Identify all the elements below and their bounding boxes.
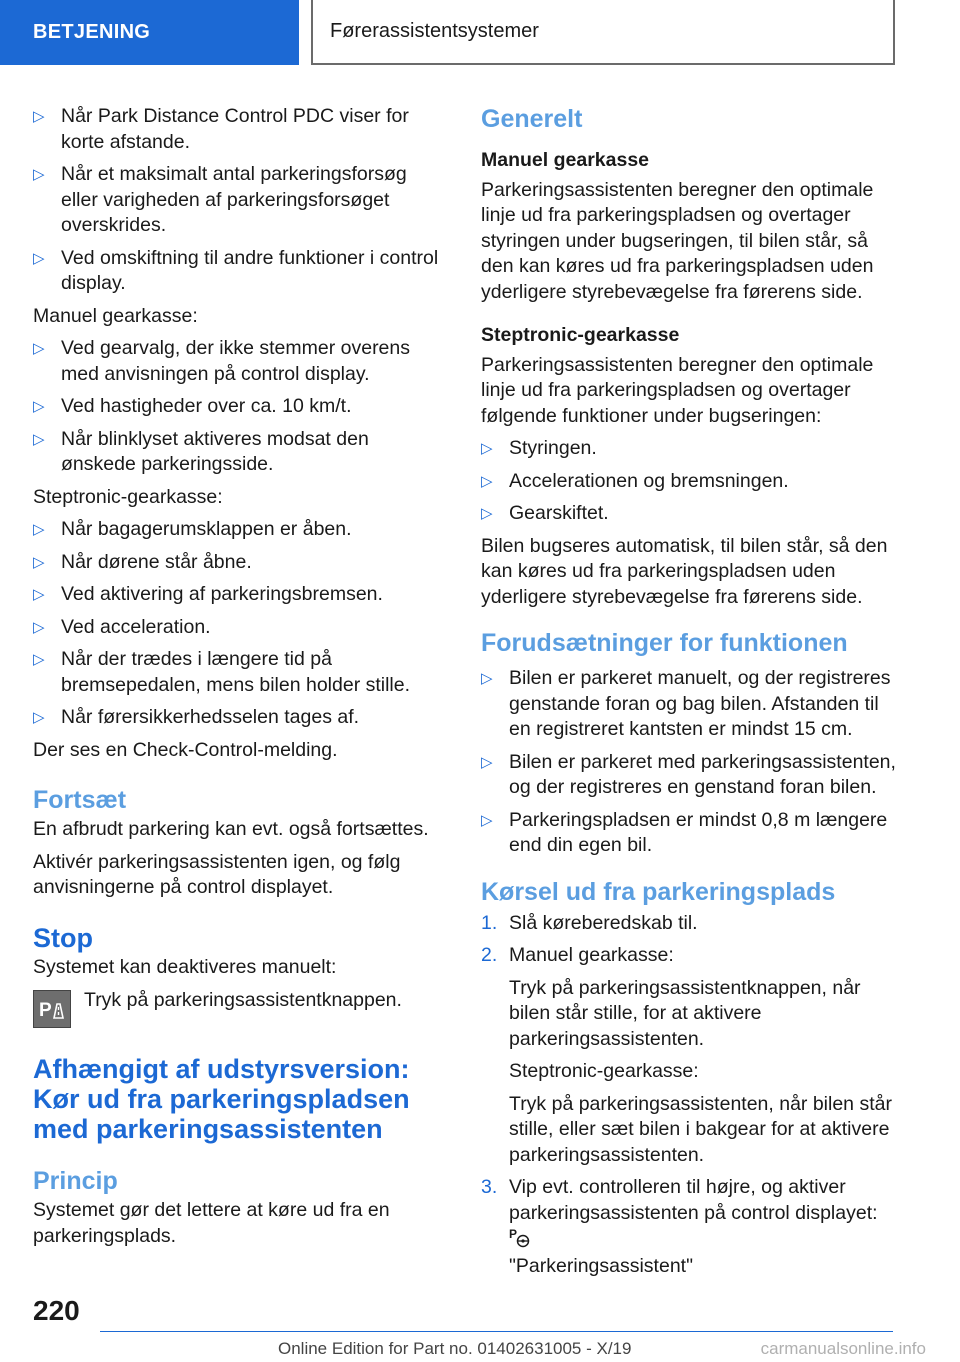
fortsaet-text-2: Aktivér parkeringsassistenten igen, og følg anvisningerne på control displayet.: [33, 850, 401, 898]
stop-button-text: Tryk på parkeringsassistentknappen.: [84, 989, 402, 1011]
bullet-icon: ▷: [481, 753, 493, 771]
steptronic-text: Parkeringsassistenten beregner den optimale linje ud fra parkeringspladsen og overtager følgende funktioner under bugseringen:: [481, 353, 874, 427]
list-item: ▷ Når førersikkerhedsselen tages af.: [33, 705, 448, 731]
bullet-icon: ▷: [33, 709, 45, 726]
chapter-title: Førerassistentsystemer: [330, 19, 539, 42]
list-item: ▷ Når der trædes i længere tid på bremsepedalen, mens bilen holder stille.: [33, 648, 411, 696]
bullet-icon: ▷: [33, 618, 45, 636]
parking-assistant-button-icon: [33, 990, 71, 1028]
list-item: ▷ Når dørene står åbne.: [33, 550, 448, 576]
list-item: ▷ Ved acceleration.: [33, 615, 448, 641]
list-item: ▷ Ved omskiftning til andre funktioner i control display.: [33, 246, 439, 294]
generelt-heading: Generelt: [481, 105, 583, 133]
bullet-icon: ▷: [481, 505, 493, 522]
list-item: ▷ Når bagagerumsklappen er åben.: [33, 517, 448, 543]
parking-assistant-icon: [509, 1226, 531, 1248]
steptronic-label: Steptronic-gearkasse:: [33, 485, 223, 508]
list-item: ▷ Bilen er parkeret manuelt, og der registreres genstande foran og bag bilen. Afstanden til en registreret kantsten er mindst 15 cm.: [481, 667, 891, 740]
bugseres-text: Bilen bugseres automatisk, til bilen står, så den kan køres ud fra parkeringspladsen uden yderligere styrebevægelse fra førerens side.: [481, 534, 888, 608]
left-column: [33, 104, 448, 1256]
fortsaet-text: En afbrudt parkering kan evt. også fortsættes.: [33, 818, 429, 840]
footer-divider: [100, 1331, 893, 1332]
section-tab: [0, 0, 299, 65]
bullet-icon: ▷: [481, 811, 493, 829]
list-item: ▷ Gearskiftet.: [481, 501, 896, 527]
watermark: carmanualsonline.info: [760, 1339, 926, 1358]
step-number: 3.: [481, 1176, 498, 1198]
check-control-text: Der ses en Check-Control-melding.: [33, 738, 338, 761]
manual-text: Parkeringsassistenten beregner den optimale linje ud fra parkeringspladsen og overtager styringen under bugseringen, til bilen står, så den kan køres ud fra parkeringspladsen uden yderligere styrebevægelse fra førerens side.: [481, 178, 874, 303]
bullet-icon: ▷: [33, 553, 45, 571]
manual-heading: Manuel gearkasse: [481, 149, 650, 171]
right-column: [481, 104, 896, 1286]
step-number: 2.: [481, 944, 498, 966]
chapter-tab: [311, 0, 895, 65]
forudsaet-heading: Forudsætninger for funktionen: [481, 629, 848, 657]
bullet-icon: ▷: [33, 398, 45, 415]
list-item: ▷ Styringen.: [481, 436, 896, 462]
bullet-icon: ▷: [481, 472, 493, 490]
princip-heading: Princip: [33, 1167, 118, 1195]
princip-text: Systemet gør det lettere at køre ud fra en parkeringsplads.: [33, 1199, 390, 1247]
list-item: ▷ Når Park Distance Control PDC viser for korte afstande.: [33, 105, 409, 153]
bullet-icon: ▷: [33, 430, 45, 448]
page-number: 220: [33, 1295, 80, 1326]
stop-instruction: [33, 988, 448, 1032]
svg-text:P: P: [509, 1227, 518, 1241]
fortsaet-heading: Fortsæt: [33, 786, 127, 814]
list-item: ▷ Accelerationen og bremsningen.: [481, 469, 896, 495]
bullet-icon: ▷: [33, 166, 45, 183]
list-item: ▷ Når blinklyset aktiveres modsat den ønskede parkeringsside.: [33, 427, 369, 475]
steptronic-heading: Steptronic-gearkasse: [481, 324, 680, 346]
bullet-icon: ▷: [33, 249, 45, 267]
svg-text:P: P: [39, 1000, 52, 1021]
step-item: 1. Slå køreberedskab til.: [481, 911, 896, 937]
list-item: ▷ Ved hastigheder over ca. 10 km/t.: [33, 394, 448, 420]
bullet-icon: ▷: [33, 586, 45, 603]
list-item: ▷ Bilen er parkeret med parkeringsassistenten, og der registreres en genstand foran bilen.: [481, 750, 896, 798]
section-title: BETJENING: [33, 20, 151, 43]
stop-text: Systemet kan deaktiveres manuelt:: [33, 955, 337, 978]
list-item: ▷ Ved gearvalg, der ikke stemmer overens med anvisningen på control display.: [33, 337, 411, 385]
bullet-icon: ▷: [33, 108, 45, 125]
bullet-icon: ▷: [481, 670, 493, 687]
bullet-icon: ▷: [33, 521, 45, 538]
step-item: 3. Vip evt. controlleren til højre, og aktiver parkeringsassistenten på control displayet: P "Parkeringsassistent": [481, 1176, 878, 1277]
step-number: 1.: [481, 911, 498, 934]
stop-heading: Stop: [33, 922, 93, 953]
bullet-icon: ▷: [33, 340, 45, 357]
step-item: 2. Manuel gearkasse: Tryk på parkeringsassistentknappen, når bilen står stille, for at aktivere parkeringsassistenten. Steptronic-gearkasse: Tryk på parkeringsassistenten, når bilen står stille, eller sæt bilen i bakgear for at aktivere parkeringsassistenten.: [481, 944, 892, 1166]
list-item: ▷ Parkeringspladsen er mindst 0,8 m længere end din egen bil.: [481, 808, 888, 856]
manual-label: Manuel gearkasse:: [33, 304, 198, 327]
list-item: ▷ Når et maksimalt antal parkeringsforsøg eller varigheden af parkeringsforsøget overskrides.: [33, 163, 407, 236]
bullet-icon: ▷: [481, 440, 493, 457]
bullet-icon: ▷: [33, 651, 45, 668]
footer-edition: Online Edition for Part no. 01402631005 - X/19: [278, 1339, 632, 1358]
list-item: ▷ Ved aktivering af parkeringsbremsen.: [33, 582, 448, 608]
section-heading: Afhængigt af udstyrsversion: Kør ud fra parkeringspladsen med parkeringsassistenten: [33, 1054, 410, 1144]
koersel-heading: Kørsel ud fra parkeringsplads: [481, 877, 836, 906]
